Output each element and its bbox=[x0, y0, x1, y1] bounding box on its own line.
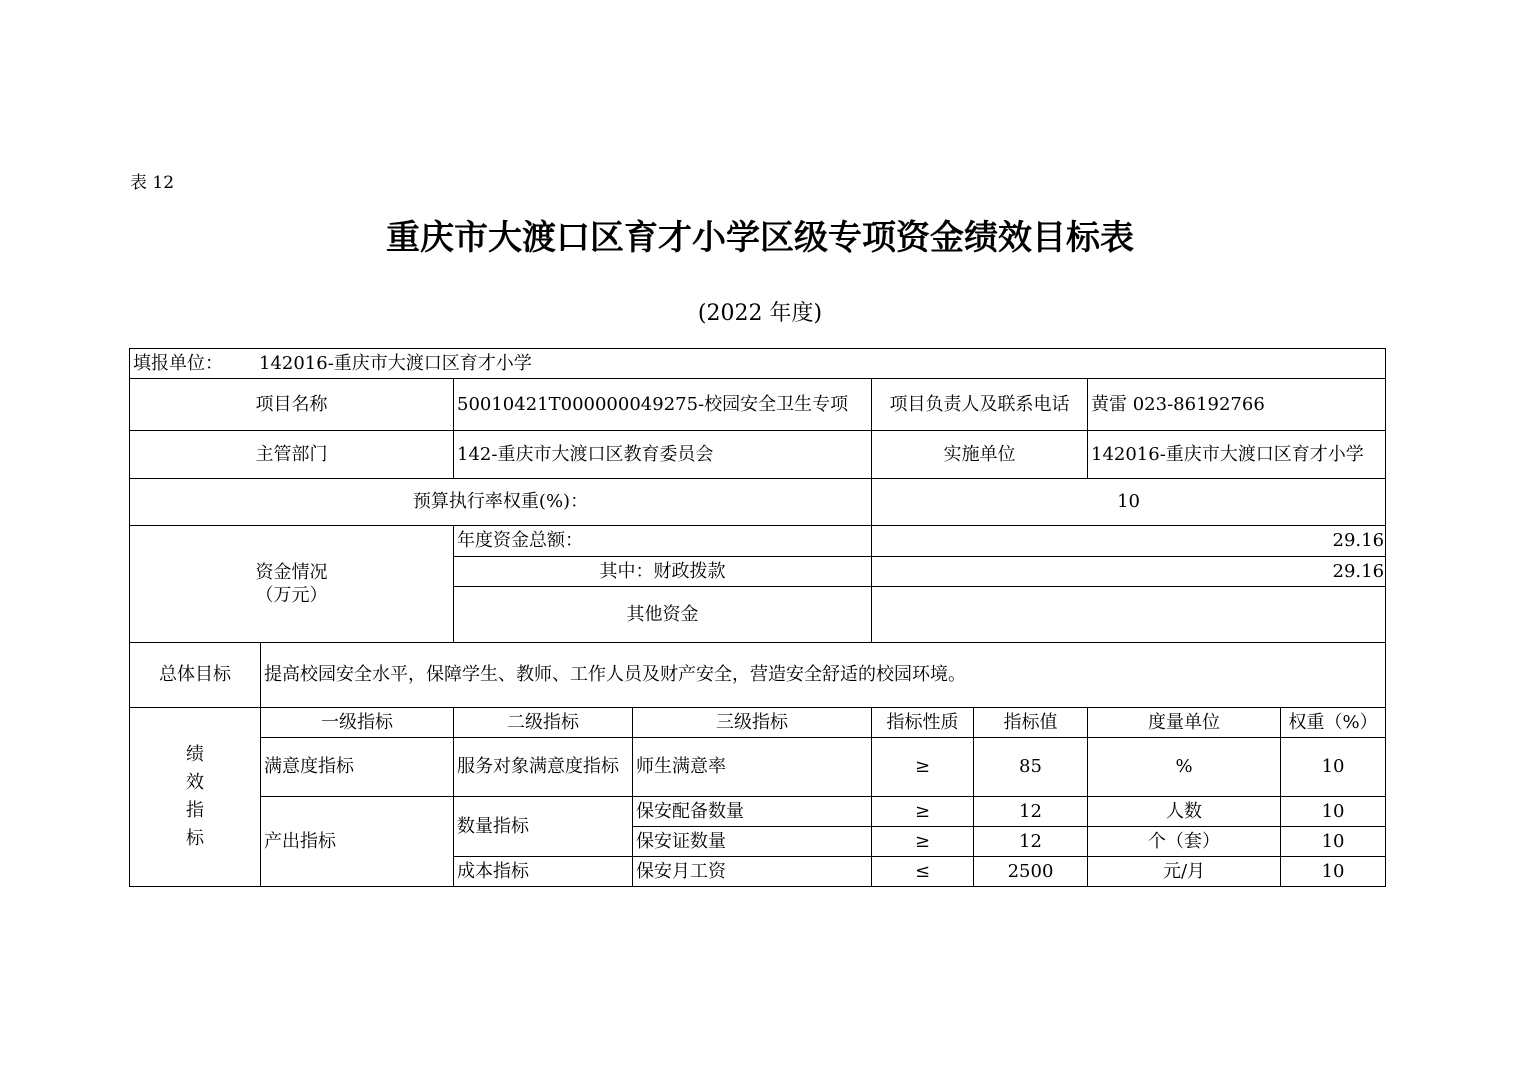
impl-value: 142016-重庆市大渡口区育才小学 bbox=[1088, 431, 1386, 479]
row-weight: 10 bbox=[1281, 857, 1386, 887]
row-level3: 保安月工资 bbox=[633, 857, 872, 887]
row-value: 12 bbox=[974, 827, 1088, 857]
budget-rate-label: 预算执行率权重(%)： bbox=[130, 479, 872, 526]
satisfaction-level2: 服务对象满意度指标 bbox=[454, 738, 633, 797]
row-level3: 保安配备数量 bbox=[633, 797, 872, 827]
contact-label: 项目负责人及联系电话 bbox=[872, 379, 1088, 431]
budget-rate-value: 10 bbox=[872, 479, 1386, 526]
impl-label: 实施单位 bbox=[872, 431, 1088, 479]
cost-level2: 成本指标 bbox=[454, 857, 633, 887]
row-nature: ≥ bbox=[872, 797, 974, 827]
year-subtitle: (2022 年度) bbox=[697, 301, 823, 326]
row-unit: 人数 bbox=[1088, 797, 1281, 827]
fill-unit-row bbox=[130, 349, 1386, 379]
row-nature: ≥ bbox=[872, 827, 974, 857]
other-funds-label: 其他资金 bbox=[454, 587, 872, 643]
section-char: 绩 bbox=[186, 744, 204, 765]
contact-value: 黄雷 023-86192766 bbox=[1088, 379, 1386, 431]
satisfaction-value: 85 bbox=[974, 738, 1088, 797]
fill-unit-value: 142016-重庆市大渡口区育才小学 bbox=[259, 352, 532, 374]
output-level1: 产出指标 bbox=[261, 797, 454, 887]
row-weight: 10 bbox=[1281, 827, 1386, 857]
indicator-section-label bbox=[130, 708, 261, 887]
funds-total-row bbox=[130, 526, 1386, 557]
budget-rate-row bbox=[130, 479, 1386, 526]
header-nature: 指标性质 bbox=[872, 708, 974, 738]
table-number: 表 12 bbox=[130, 173, 175, 193]
satisfaction-nature: ≥ bbox=[872, 738, 974, 797]
dept-row bbox=[130, 431, 1386, 479]
header-unit: 度量单位 bbox=[1088, 708, 1281, 738]
project-name-row bbox=[130, 379, 1386, 431]
satisfaction-level3: 师生满意率 bbox=[633, 738, 872, 797]
row-unit: 个（套） bbox=[1088, 827, 1281, 857]
overall-goal-row bbox=[130, 643, 1386, 708]
table-row bbox=[130, 797, 1386, 827]
satisfaction-weight: 10 bbox=[1281, 738, 1386, 797]
project-name-value: 50010421T000000049275-校园安全卫生专项 bbox=[454, 379, 872, 431]
row-level3: 保安证数量 bbox=[633, 827, 872, 857]
section-char: 指 bbox=[186, 800, 204, 821]
row-weight: 10 bbox=[1281, 797, 1386, 827]
row-value: 2500 bbox=[974, 857, 1088, 887]
quantity-level2: 数量指标 bbox=[454, 797, 633, 857]
total-funds-label: 年度资金总额： bbox=[454, 526, 872, 557]
header-level2: 二级指标 bbox=[454, 708, 633, 738]
overall-goal-label: 总体目标 bbox=[130, 643, 261, 708]
row-unit: 元/月 bbox=[1088, 857, 1281, 887]
header-value: 指标值 bbox=[974, 708, 1088, 738]
fiscal-funds-label: 其中：财政拨款 bbox=[454, 557, 872, 587]
overall-goal-value: 提高校园安全水平，保障学生、教师、工作人员及财产安全，营造安全舒适的校园环境。 bbox=[261, 643, 1386, 708]
header-level1: 一级指标 bbox=[261, 708, 454, 738]
funds-label: 资金情况 bbox=[255, 561, 328, 583]
fiscal-funds-value: 29.16 bbox=[872, 557, 1386, 587]
fill-unit-label: 填报单位： bbox=[133, 352, 223, 374]
dept-label: 主管部门 bbox=[130, 431, 454, 479]
header-level3: 三级指标 bbox=[633, 708, 872, 738]
project-name-label: 项目名称 bbox=[130, 379, 454, 431]
dept-value: 142-重庆市大渡口区教育委员会 bbox=[454, 431, 872, 479]
other-funds-value bbox=[872, 587, 1386, 643]
funds-unit: （万元） bbox=[255, 585, 328, 606]
total-funds-value: 29.16 bbox=[872, 526, 1386, 557]
satisfaction-level1: 满意度指标 bbox=[261, 738, 454, 797]
header-weight: 权重（%） bbox=[1281, 708, 1386, 738]
page-title: 重庆市大渡口区育才小学区级专项资金绩效目标表 bbox=[386, 218, 1134, 258]
satisfaction-row bbox=[130, 738, 1386, 797]
section-char: 标 bbox=[186, 828, 204, 849]
indicator-header-row bbox=[130, 708, 1386, 738]
section-char: 效 bbox=[186, 772, 204, 793]
funds-label-cell bbox=[130, 526, 454, 643]
fill-unit-cell bbox=[130, 349, 1386, 379]
performance-goal-table bbox=[129, 348, 1386, 887]
row-nature: ≤ bbox=[872, 857, 974, 887]
satisfaction-unit: % bbox=[1088, 738, 1281, 797]
row-value: 12 bbox=[974, 797, 1088, 827]
